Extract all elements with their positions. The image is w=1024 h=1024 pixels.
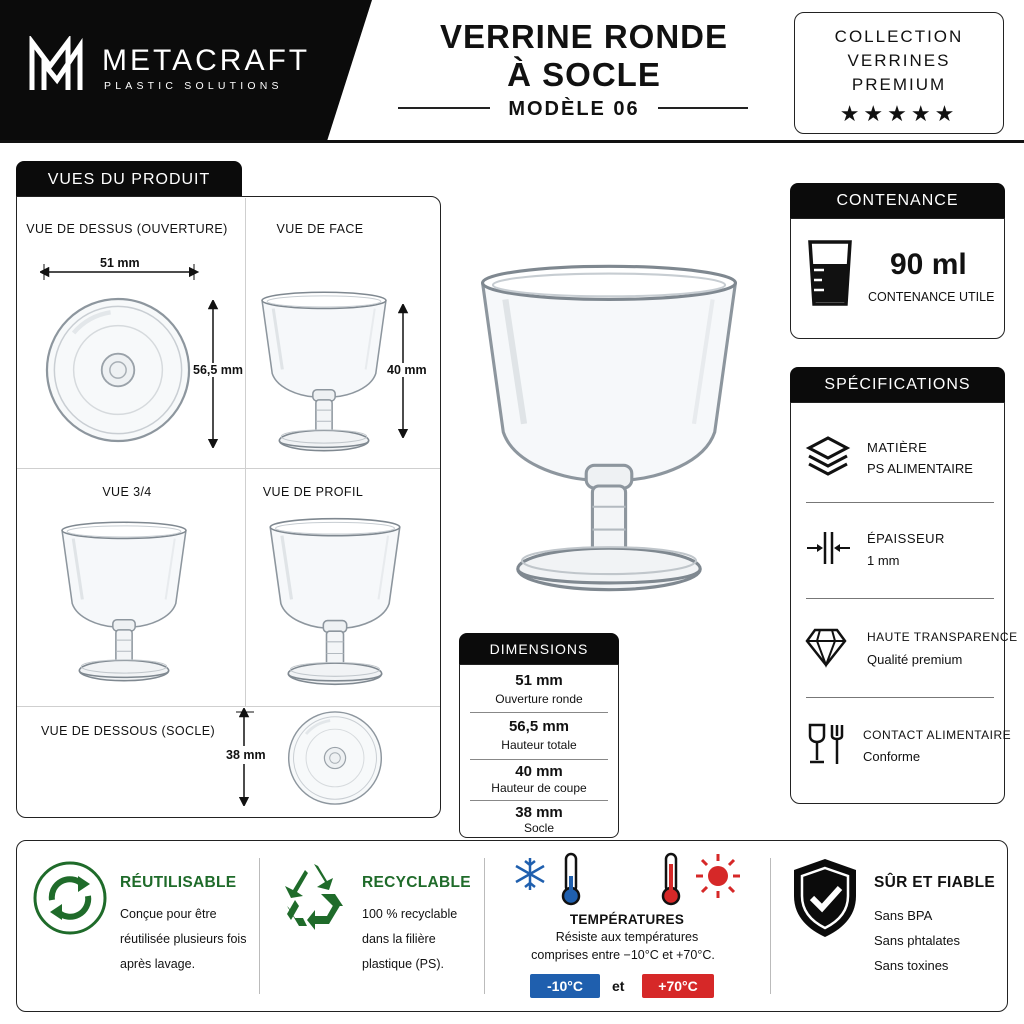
feature-divider <box>770 858 771 994</box>
temp-and-label: et <box>612 978 625 994</box>
dimensions-tab: DIMENSIONS <box>459 633 619 665</box>
collection-line2: VERRINES <box>847 51 951 70</box>
layers-icon <box>805 434 851 480</box>
product-title-line1: VERRINE RONDE <box>439 18 729 55</box>
temp-high-badge: +70°C <box>642 974 714 998</box>
brand-name: METACRAFT <box>102 44 311 77</box>
text-line: après lavage. <box>120 957 196 971</box>
dimension-label: Ouverture ronde <box>495 692 583 706</box>
rating-stars-icon: ★★★★★ <box>839 101 959 126</box>
dimension-value: 56,5 mm <box>508 718 570 735</box>
safe-text <box>874 903 960 978</box>
dimension-value: 51 mm <box>515 672 563 689</box>
text-line: Sans phtalates <box>874 933 961 948</box>
measuring-glass-icon <box>806 238 854 308</box>
spec-sub: PS ALIMENTAIRE <box>867 461 973 476</box>
views-horizontal-divider-1 <box>17 468 440 469</box>
top-view-image <box>44 296 192 444</box>
model-rule-right <box>658 107 748 109</box>
sun-icon <box>694 852 742 900</box>
dimension-value: 38 mm <box>515 804 563 821</box>
collection-line1: COLLECTION <box>834 27 964 46</box>
spec-separator <box>806 598 994 599</box>
temperatures-line2: comprises entre −10°C et +70°C. <box>531 948 715 962</box>
text-line: réutilisée plusieurs fois <box>120 932 247 946</box>
spec-sub: 1 mm <box>867 553 900 568</box>
collection-line3: PREMIUM <box>851 75 947 94</box>
views-vertical-divider <box>245 198 246 706</box>
top-view-height: 56,5 mm <box>193 363 244 377</box>
model-rule-left <box>398 107 490 109</box>
dimension-value: 40 mm <box>515 763 563 780</box>
profile-view-image <box>266 514 404 690</box>
front-view-height: 40 mm <box>387 363 427 377</box>
text-line: Sans BPA <box>874 908 933 923</box>
specs-tab: SPÉCIFICATIONS <box>790 367 1005 403</box>
bottom-view-dim: 38 mm <box>226 748 266 762</box>
views-tab: VUES DU PRODUIT <box>16 161 242 197</box>
capacity-label: CONTENANCE UTILE <box>868 290 995 304</box>
reusable-icon <box>32 860 108 936</box>
text-line: Conçue pour être <box>120 907 217 921</box>
reusable-title: RÉUTILISABLE <box>120 874 237 891</box>
dimension-separator <box>470 712 608 713</box>
spec-sub: Qualité premium <box>867 652 963 667</box>
temperatures-title: TEMPÉRATURES <box>569 912 685 927</box>
recyclable-text <box>362 902 457 977</box>
thermometer-cold-icon <box>560 852 582 906</box>
recyclable-title: RECYCLABLE <box>362 874 471 891</box>
diamond-icon <box>805 626 847 668</box>
shield-check-icon <box>790 856 860 940</box>
front-view-image <box>258 288 390 456</box>
spec-title: HAUTE TRANSPARENCE <box>867 630 1018 644</box>
spec-separator <box>806 697 994 698</box>
capacity-tab: CONTENANCE <box>790 183 1005 219</box>
bottom-view-label: VUE DE DESSOUS (SOCLE) <box>40 724 216 738</box>
feature-divider <box>259 858 260 994</box>
product-title-line2: À SOCLE <box>507 56 661 93</box>
glass-fork-icon <box>806 722 846 766</box>
top-view-label: VUE DE DESSUS (OUVERTURE) <box>26 222 228 236</box>
spec-separator <box>806 502 994 503</box>
thermometer-hot-icon <box>660 852 682 906</box>
metacraft-logo-icon <box>28 36 86 94</box>
text-line: plastique (PS). <box>362 957 444 971</box>
temp-low-badge: -10°C <box>530 974 600 998</box>
dimension-label: Hauteur totale <box>501 738 577 752</box>
bottom-view-image <box>282 710 388 806</box>
temperatures-line1: Résiste aux températures <box>555 930 699 944</box>
product-model: MODÈLE 06 <box>508 98 640 120</box>
recycle-icon <box>281 860 347 934</box>
brand-tagline: PLASTIC SOLUTIONS <box>104 80 283 92</box>
text-line: Sans toxines <box>874 958 949 973</box>
spec-title: CONTACT ALIMENTAIRE <box>863 728 1012 742</box>
text-line: 100 % recyclable <box>362 907 458 921</box>
main-product-image <box>470 258 748 600</box>
dimension-label: Socle <box>523 821 555 835</box>
front-view-label: VUE DE FACE <box>276 222 364 236</box>
collection-badge <box>794 12 1004 134</box>
thickness-icon <box>805 530 851 566</box>
snowflake-icon <box>512 856 548 892</box>
top-view-width: 51 mm <box>100 256 140 270</box>
dimension-label: Hauteur de coupe <box>491 781 587 795</box>
three-quarter-view-label: VUE 3/4 <box>102 485 152 499</box>
text-line: dans la filière <box>362 932 436 946</box>
dimension-separator <box>470 759 608 760</box>
reusable-text <box>120 902 246 977</box>
three-quarter-view-image <box>58 518 190 686</box>
header-divider <box>0 140 1024 143</box>
views-horizontal-divider-2 <box>17 706 440 707</box>
capacity-value: 90 ml <box>890 248 967 281</box>
dimension-separator <box>470 800 608 801</box>
profile-view-label: VUE DE PROFIL <box>262 485 364 499</box>
spec-title: MATIÈRE <box>867 440 928 455</box>
spec-sub: Conforme <box>863 749 921 764</box>
spec-title: ÉPAISSEUR <box>867 531 945 546</box>
safe-title: SÛR ET FIABLE <box>874 874 996 891</box>
